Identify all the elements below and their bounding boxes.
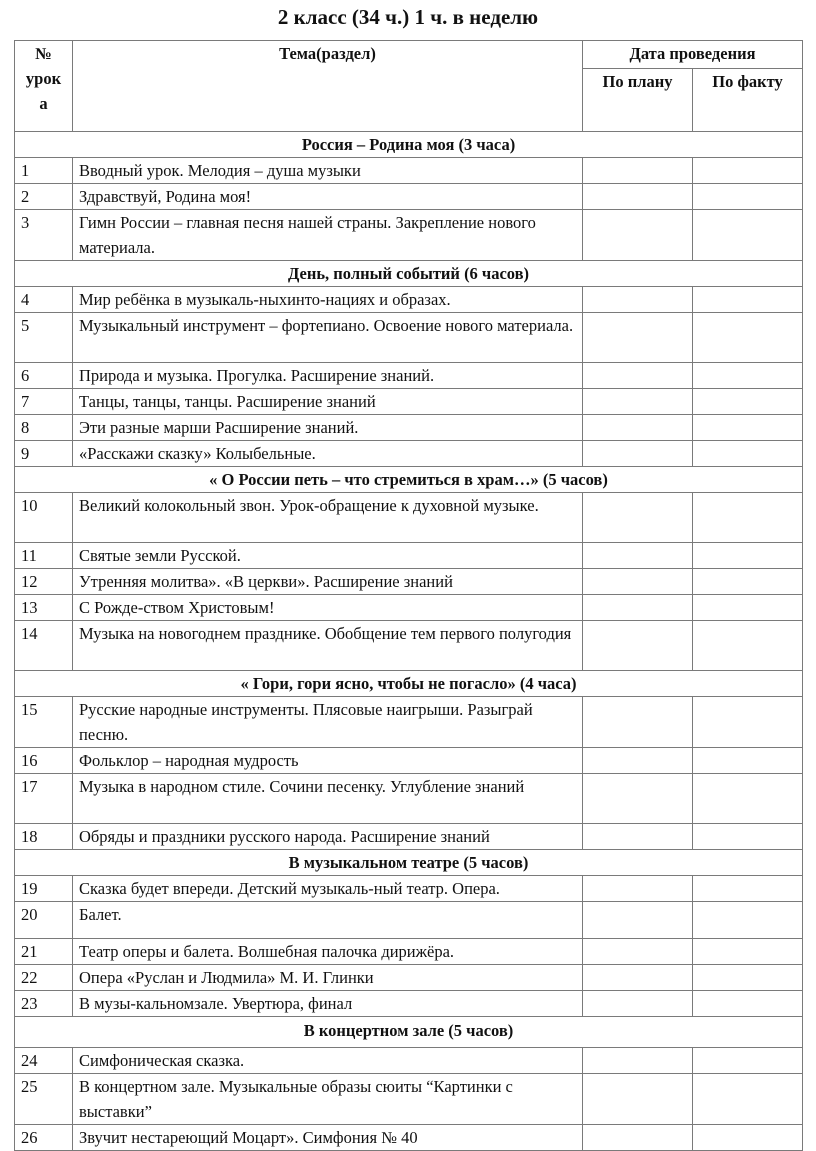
date-fact-cell[interactable] bbox=[693, 158, 803, 184]
lesson-number: 6 bbox=[15, 363, 73, 389]
date-fact-cell[interactable] bbox=[693, 1125, 803, 1151]
date-fact-cell[interactable] bbox=[693, 876, 803, 902]
header-topic: Тема(раздел) bbox=[73, 41, 583, 132]
date-plan-cell[interactable] bbox=[583, 441, 693, 467]
lesson-number: 26 bbox=[15, 1125, 73, 1151]
date-plan-cell[interactable] bbox=[583, 774, 693, 824]
lesson-topic: Опера «Руслан и Людмила» М. И. Глинки bbox=[73, 965, 583, 991]
section-title: Россия – Родина моя (3 часа) bbox=[15, 132, 803, 158]
section-title: « Гори, гори ясно, чтобы не погасло» (4 часа) bbox=[15, 671, 803, 697]
section-row bbox=[15, 467, 803, 493]
date-plan-cell[interactable] bbox=[583, 210, 693, 261]
date-fact-cell[interactable] bbox=[693, 1074, 803, 1125]
table-row bbox=[15, 1048, 803, 1074]
lesson-number: 22 bbox=[15, 965, 73, 991]
table-row bbox=[15, 965, 803, 991]
date-fact-cell[interactable] bbox=[693, 939, 803, 965]
date-plan-cell[interactable] bbox=[583, 313, 693, 363]
lesson-topic: Вводный урок. Мелодия – душа музыки bbox=[73, 158, 583, 184]
table-row bbox=[15, 876, 803, 902]
lesson-topic: Гимн России – главная песня нашей страны. Закрепление нового материала. bbox=[73, 210, 583, 261]
date-fact-cell[interactable] bbox=[693, 415, 803, 441]
lesson-topic: Святые земли Русской. bbox=[73, 543, 583, 569]
date-fact-cell[interactable] bbox=[693, 824, 803, 850]
section-row bbox=[15, 850, 803, 876]
table-row bbox=[15, 441, 803, 467]
section-row bbox=[15, 261, 803, 287]
table-row bbox=[15, 748, 803, 774]
table-row bbox=[15, 493, 803, 543]
date-plan-cell[interactable] bbox=[583, 697, 693, 748]
date-fact-cell[interactable] bbox=[693, 595, 803, 621]
date-plan-cell[interactable] bbox=[583, 363, 693, 389]
date-plan-cell[interactable] bbox=[583, 748, 693, 774]
date-fact-cell[interactable] bbox=[693, 902, 803, 939]
section-title: В концертном зале (5 часов) bbox=[15, 1017, 803, 1048]
date-plan-cell[interactable] bbox=[583, 158, 693, 184]
lesson-topic: С Рожде-ством Христовым! bbox=[73, 595, 583, 621]
lesson-number: 21 bbox=[15, 939, 73, 965]
lesson-topic: В концертном зале. Музыкальные образы сюиты “Картинки с выставки” bbox=[73, 1074, 583, 1125]
header-date-plan: По плану bbox=[583, 69, 693, 132]
lesson-topic: Музыка на новогоднем празднике. Обобщение тем первого полугодия bbox=[73, 621, 583, 671]
lesson-number: 5 bbox=[15, 313, 73, 363]
date-fact-cell[interactable] bbox=[693, 748, 803, 774]
header-date: Дата проведения bbox=[583, 41, 803, 69]
lesson-topic: Сказка будет впереди. Детский музыкаль-ный театр. Опера. bbox=[73, 876, 583, 902]
table-row bbox=[15, 621, 803, 671]
date-plan-cell[interactable] bbox=[583, 902, 693, 939]
header-lesson-number-line: урок bbox=[25, 69, 62, 88]
date-plan-cell[interactable] bbox=[583, 939, 693, 965]
date-fact-cell[interactable] bbox=[693, 697, 803, 748]
lesson-number: 1 bbox=[15, 158, 73, 184]
date-plan-cell[interactable] bbox=[583, 415, 693, 441]
header-date-fact: По факту bbox=[693, 69, 803, 132]
date-plan-cell[interactable] bbox=[583, 1048, 693, 1074]
lesson-number: 24 bbox=[15, 1048, 73, 1074]
date-plan-cell[interactable] bbox=[583, 965, 693, 991]
lesson-number: 18 bbox=[15, 824, 73, 850]
date-plan-cell[interactable] bbox=[583, 595, 693, 621]
table-row bbox=[15, 595, 803, 621]
lesson-topic: Утренняя молитва». «В церкви». Расширение знаний bbox=[73, 569, 583, 595]
lesson-number: 7 bbox=[15, 389, 73, 415]
lesson-number: 23 bbox=[15, 991, 73, 1017]
date-plan-cell[interactable] bbox=[583, 1125, 693, 1151]
date-plan-cell[interactable] bbox=[583, 493, 693, 543]
table-row bbox=[15, 824, 803, 850]
lesson-topic: В музы-кальномзале. Увертюра, финал bbox=[73, 991, 583, 1017]
lesson-number: 25 bbox=[15, 1074, 73, 1125]
lesson-topic: Мир ребёнка в музыкаль-ныхинто-нациях и образах. bbox=[73, 287, 583, 313]
lesson-number: 9 bbox=[15, 441, 73, 467]
lesson-topic: Природа и музыка. Прогулка. Расширение знаний. bbox=[73, 363, 583, 389]
table-row bbox=[15, 210, 803, 261]
section-title: « О России петь – что стремиться в храм…» (5 часов) bbox=[15, 467, 803, 493]
header-lesson-number bbox=[15, 41, 73, 132]
date-fact-cell[interactable] bbox=[693, 991, 803, 1017]
lesson-topic: Симфоническая сказка. bbox=[73, 1048, 583, 1074]
lesson-topic: Фольклор – народная мудрость bbox=[73, 748, 583, 774]
date-plan-cell[interactable] bbox=[583, 569, 693, 595]
date-plan-cell[interactable] bbox=[583, 184, 693, 210]
lesson-topic: Звучит нестареющий Моцарт». Симфония № 40 bbox=[73, 1125, 583, 1151]
section-row bbox=[15, 1017, 803, 1048]
table-row bbox=[15, 313, 803, 363]
lesson-topic: Музыка в народном стиле. Сочини песенку. Углубление знаний bbox=[73, 774, 583, 824]
lesson-number: 14 bbox=[15, 621, 73, 671]
date-plan-cell[interactable] bbox=[583, 876, 693, 902]
table-row bbox=[15, 543, 803, 569]
section-row bbox=[15, 671, 803, 697]
date-fact-cell[interactable] bbox=[693, 287, 803, 313]
date-fact-cell[interactable] bbox=[693, 965, 803, 991]
date-fact-cell[interactable] bbox=[693, 493, 803, 543]
date-fact-cell[interactable] bbox=[693, 1048, 803, 1074]
date-plan-cell[interactable] bbox=[583, 1074, 693, 1125]
lesson-number: 19 bbox=[15, 876, 73, 902]
lesson-number: 3 bbox=[15, 210, 73, 261]
date-fact-cell[interactable] bbox=[693, 389, 803, 415]
table-row bbox=[15, 991, 803, 1017]
date-fact-cell[interactable] bbox=[693, 569, 803, 595]
lesson-topic: Русские народные инструменты. Плясовые наигрыши. Разыграй песню. bbox=[73, 697, 583, 748]
lesson-number: 15 bbox=[15, 697, 73, 748]
lesson-topic: Балет. bbox=[73, 902, 583, 939]
lesson-number: 2 bbox=[15, 184, 73, 210]
lesson-number: 10 bbox=[15, 493, 73, 543]
date-fact-cell[interactable] bbox=[693, 774, 803, 824]
date-plan-cell[interactable] bbox=[583, 621, 693, 671]
header-lesson-number-line: а bbox=[39, 94, 48, 113]
lesson-number: 4 bbox=[15, 287, 73, 313]
date-fact-cell[interactable] bbox=[693, 621, 803, 671]
lesson-topic: Танцы, танцы, танцы. Расширение знаний bbox=[73, 389, 583, 415]
table-row bbox=[15, 184, 803, 210]
date-plan-cell[interactable] bbox=[583, 389, 693, 415]
lesson-number: 13 bbox=[15, 595, 73, 621]
table-row bbox=[15, 287, 803, 313]
header-lesson-number-line: № bbox=[35, 44, 52, 63]
lesson-topic: «Расскажи сказку» Колыбельные. bbox=[73, 441, 583, 467]
section-title: День, полный событий (6 часов) bbox=[15, 261, 803, 287]
lesson-number: 17 bbox=[15, 774, 73, 824]
date-fact-cell[interactable] bbox=[693, 184, 803, 210]
date-fact-cell[interactable] bbox=[693, 210, 803, 261]
date-plan-cell[interactable] bbox=[583, 991, 693, 1017]
table-row bbox=[15, 569, 803, 595]
date-fact-cell[interactable] bbox=[693, 363, 803, 389]
lesson-number: 8 bbox=[15, 415, 73, 441]
date-fact-cell[interactable] bbox=[693, 543, 803, 569]
lesson-topic: Музыкальный инструмент – фортепиано. Освоение нового материала. bbox=[73, 313, 583, 363]
lesson-topic: Здравствуй, Родина моя! bbox=[73, 184, 583, 210]
table-row bbox=[15, 1125, 803, 1151]
date-fact-cell[interactable] bbox=[693, 313, 803, 363]
date-plan-cell[interactable] bbox=[583, 543, 693, 569]
lesson-number: 11 bbox=[15, 543, 73, 569]
date-plan-cell[interactable] bbox=[583, 287, 693, 313]
section-title: В музыкальном театре (5 часов) bbox=[15, 850, 803, 876]
table-row bbox=[15, 774, 803, 824]
table-row bbox=[15, 902, 803, 939]
section-row bbox=[15, 132, 803, 158]
lesson-number: 12 bbox=[15, 569, 73, 595]
date-fact-cell[interactable] bbox=[693, 441, 803, 467]
lesson-topic: Театр оперы и балета. Волшебная палочка дирижёра. bbox=[73, 939, 583, 965]
table-row bbox=[15, 697, 803, 748]
lesson-topic: Эти разные марши Расширение знаний. bbox=[73, 415, 583, 441]
lesson-number: 16 bbox=[15, 748, 73, 774]
table-row bbox=[15, 158, 803, 184]
page-title: 2 класс (34 ч.) 1 ч. в неделю bbox=[277, 5, 539, 29]
table-row bbox=[15, 389, 803, 415]
date-plan-cell[interactable] bbox=[583, 824, 693, 850]
lesson-number: 20 bbox=[15, 902, 73, 939]
table-row bbox=[15, 415, 803, 441]
lesson-topic: Великий колокольный звон. Урок-обращение к духовной музыке. bbox=[73, 493, 583, 543]
lesson-topic: Обряды и праздники русского народа. Расширение знаний bbox=[73, 824, 583, 850]
lesson-plan-table bbox=[14, 40, 803, 1151]
table-row bbox=[15, 1074, 803, 1125]
table-row bbox=[15, 363, 803, 389]
table-row bbox=[15, 939, 803, 965]
